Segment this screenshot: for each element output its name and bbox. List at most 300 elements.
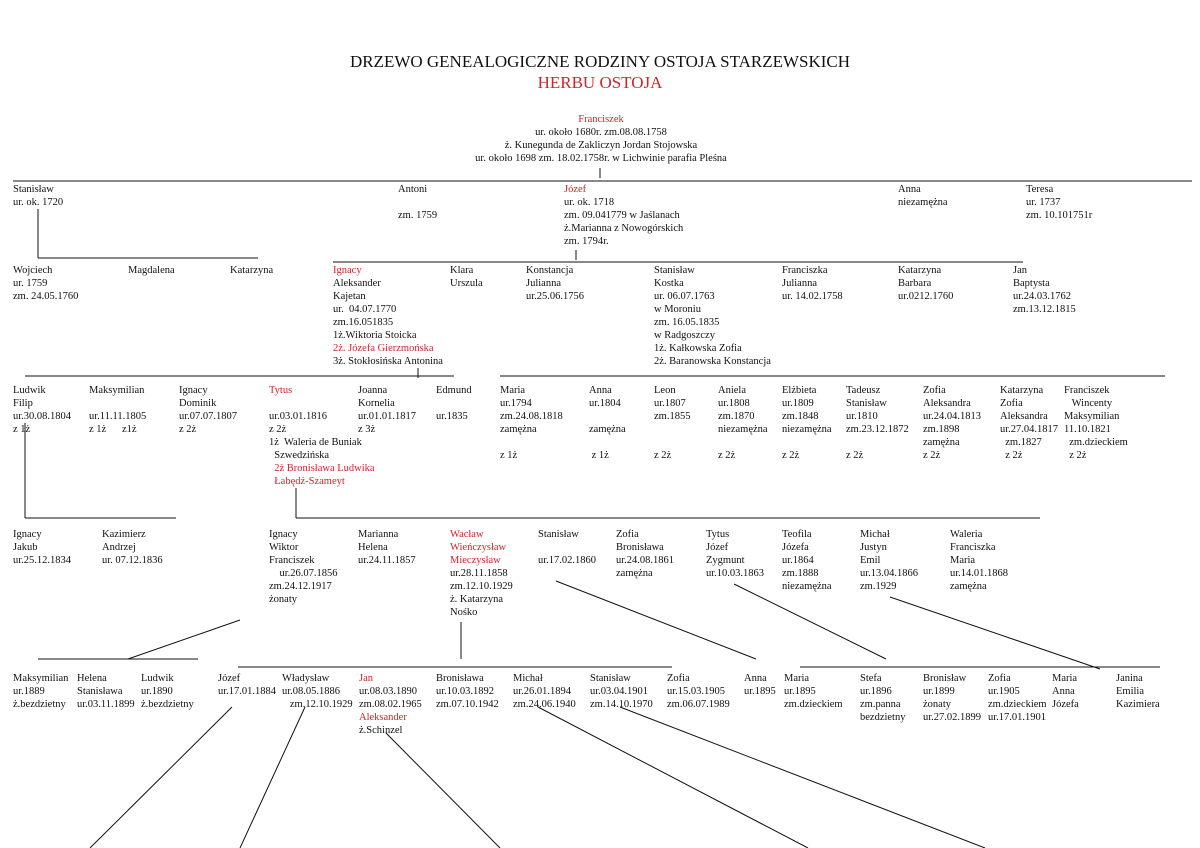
person-text-line: z 2ż — [179, 424, 197, 435]
person-text-line: Teofila — [782, 529, 812, 540]
person-text-line: zm.12.10.1929 — [450, 581, 513, 592]
person-text-line: ur.08.05.1886 — [282, 686, 341, 697]
person-text-line: Tadeusz — [846, 385, 881, 396]
person-text-line: Nośko — [450, 607, 478, 618]
person-text-line: zm. 09.041779 w Jaślanach — [564, 210, 680, 221]
person-text-line: Zygmunt — [706, 555, 745, 566]
person-text-line: zm.07.10.1942 — [436, 699, 499, 710]
person-text-line: Ignacy — [13, 529, 42, 540]
person-text-line: ur.1835 — [436, 411, 468, 422]
person-text-line: ur.30.08.1804 — [13, 411, 72, 422]
person-text-line: Aleksandra — [923, 398, 971, 409]
person-text-line: zm.1827 — [1000, 437, 1042, 448]
person-text-line: Kazimierz — [102, 529, 146, 540]
person-text-line: Ignacy — [179, 385, 208, 396]
person-text-line: ur.17.01.1884 — [218, 686, 277, 697]
person-text-line: Mieczysław — [450, 555, 501, 566]
person-text-line: ur.1810 — [846, 411, 878, 422]
person-text-line — [398, 196, 437, 209]
person-text-line: ur.08.03.1890 — [359, 686, 418, 697]
connector-line — [556, 581, 756, 659]
person-text-line: zm. 16.05.1835 — [654, 317, 720, 328]
person-teofila-jozefa — [782, 528, 832, 593]
person-text-line: Zofia — [1000, 398, 1023, 409]
person-text-line: żonaty — [923, 699, 951, 710]
person-text-line: zm.1848 — [782, 411, 819, 422]
person-text-line: 3ż. Stokłosińska Antonina — [333, 356, 443, 367]
person-maksymilian-1805 — [89, 384, 146, 436]
person-text-line: Stanisław — [654, 265, 695, 276]
person-text-line: Ignacy — [269, 529, 298, 540]
person-text-line: Józef — [218, 673, 241, 684]
person-text-line: Andrzej — [102, 542, 136, 553]
person-text-line: zm.1855 — [654, 411, 691, 422]
person-text-line: Anna — [744, 673, 767, 684]
person-text-line: ur. około 1680r. zm.08.08.1758 — [535, 127, 667, 138]
person-marianna-helena — [358, 528, 416, 567]
person-text-line: ur.27.04.1817 — [1000, 424, 1059, 435]
person-text-line: ur.1804 — [589, 398, 621, 409]
person-text-line: z 1ż z1ż — [89, 424, 137, 435]
person-text-line: ż. Katarzyna — [450, 594, 504, 605]
person-text-line: z 1ż — [500, 450, 518, 461]
person-text-line: Barbara — [898, 278, 932, 289]
person-text-line: z 2ż — [1064, 450, 1087, 461]
person-text-line: bezdzietny — [860, 712, 906, 723]
person-text-line: Zofia — [616, 529, 639, 540]
person-text-line: Helena — [77, 673, 107, 684]
person-text-line: ur.26.01.1894 — [513, 686, 572, 697]
person-stanislaw-1901 — [590, 672, 653, 711]
person-text-line: ur.26.07.1856 — [269, 568, 338, 579]
person-text-line — [500, 436, 563, 449]
person-text-line: ur.1864 — [782, 555, 814, 566]
connector-line — [128, 620, 240, 659]
person-anna-niezamezna — [898, 183, 948, 209]
person-text-line — [436, 397, 472, 410]
person-text-line: ur. około 1698 zm. 18.02.1758r. w Lichwinie parafia Pleśna — [475, 153, 727, 164]
person-text-line: 1ż Waleria de Buniak — [269, 437, 362, 448]
person-text-line: niezamężna — [782, 581, 832, 592]
person-text-line: Tytus — [706, 529, 730, 540]
person-text-line: Bronisław — [923, 673, 967, 684]
person-text-line: zm.24.06.1940 — [513, 699, 576, 710]
person-franciszek-wincenty — [1064, 384, 1128, 462]
person-text-line: ur.24.11.1857 — [358, 555, 416, 566]
person-katarzyna-zofia — [1000, 384, 1058, 462]
person-text-line: z 2ż — [654, 450, 672, 461]
person-text-line: ur.1808 — [718, 398, 750, 409]
person-text-line: Ludwik — [141, 673, 174, 684]
person-text-line: Julianna — [526, 278, 561, 289]
person-text-line: 2ż Bronisława Ludwika — [269, 463, 375, 474]
person-text-line: z 3ż — [358, 424, 376, 435]
person-text-line: Julianna — [782, 278, 817, 289]
person-stanislaw-1860 — [538, 528, 596, 567]
person-text-line: Wieńczysław — [450, 542, 507, 553]
connector-line — [386, 733, 500, 848]
person-text-line: ż.bezdzietny — [141, 699, 194, 710]
person-text-line: Wojciech — [13, 265, 53, 276]
person-jan-baptysta — [1013, 264, 1076, 316]
person-maria-1794 — [500, 384, 563, 462]
person-text-line: zm.1929 — [860, 581, 897, 592]
person-text-line: niezamężna — [782, 424, 832, 435]
person-text-line — [89, 397, 146, 410]
person-text-line: 2ż. Józefa Gierzmońska — [333, 343, 434, 354]
person-text-line: zm.dzieckiem — [784, 699, 843, 710]
person-text-line: Łabędź-Szameyt — [269, 476, 345, 487]
person-jan-aleksander — [359, 672, 422, 737]
person-text-line: ur.1896 — [860, 686, 892, 697]
person-text-line — [846, 436, 909, 449]
person-text-line: ur.11.11.1805 — [89, 411, 147, 422]
person-text-line: z 2ż — [1000, 450, 1023, 461]
person-katarzyna-barbara — [898, 264, 953, 303]
person-edmund — [436, 384, 472, 423]
person-bronislawa-1899 — [923, 672, 981, 724]
person-leon — [654, 384, 690, 462]
person-text-line: Teresa — [1026, 184, 1054, 195]
person-text-line: ur.10.03.1863 — [706, 568, 765, 579]
person-zofia-1905a — [667, 672, 730, 711]
person-text-line: Aniela — [718, 385, 746, 396]
person-text-line: ur.10.03.1892 — [436, 686, 495, 697]
person-anna-1895 — [744, 672, 776, 698]
person-ignacy-dominik — [179, 384, 237, 436]
person-text-line: ur. 1737 — [1026, 197, 1061, 208]
person-text-line: Kajetan — [333, 291, 366, 302]
person-text-line: zm.12.10.1929 — [282, 699, 353, 710]
person-text-line: Emilia — [1116, 686, 1144, 697]
person-janina-emilia — [1116, 672, 1160, 711]
person-text-line: ur.15.03.1905 — [667, 686, 726, 697]
connector-line — [734, 584, 886, 659]
person-text-line: zm. 1794r. — [564, 236, 609, 247]
person-waleria-franciszka — [950, 528, 1008, 593]
person-text-line: Józefa — [782, 542, 809, 553]
person-text-line: ur. 1759 — [13, 278, 48, 289]
person-text-line: ur.17.01.1901 — [988, 712, 1047, 723]
person-zofia-aleksandra-1813 — [923, 384, 981, 462]
person-wojciech — [13, 264, 78, 303]
page-subtitle: HERBU OSTOJA — [537, 73, 663, 92]
person-zofia-bronislawa — [616, 528, 674, 580]
person-text-line: Wacław — [450, 529, 484, 540]
person-text-line: 2ż. Baranowska Konstancja — [654, 356, 771, 367]
person-text-line: zm.1898 — [923, 424, 960, 435]
person-text-line: Zofia — [923, 385, 946, 396]
person-text-line: Maksymilian — [1064, 411, 1120, 422]
person-text-line: Baptysta — [1013, 278, 1050, 289]
person-text-line: Antoni — [398, 184, 428, 195]
person-text-line: Stanisława — [77, 686, 123, 697]
person-text-line: zm.16.051835 — [333, 317, 394, 328]
person-helena-stanislawa — [77, 672, 135, 711]
person-ludwik-filip — [13, 384, 71, 436]
person-text-line: Jakub — [13, 542, 38, 553]
person-text-line: Marianna — [358, 529, 399, 540]
person-text-line: Franciszek — [578, 114, 624, 125]
person-text-line: Maria — [950, 555, 976, 566]
person-magdalena — [128, 264, 175, 277]
person-text-line: ur.24.08.1861 — [616, 555, 675, 566]
person-text-line: ur.24.03.1762 — [1013, 291, 1072, 302]
person-anna-1804 — [589, 384, 626, 462]
person-waclaw — [450, 528, 513, 619]
person-text-line: ur.1794 — [500, 398, 532, 409]
person-text-line: Janina — [1116, 673, 1143, 684]
person-text-line: Tytus — [269, 385, 293, 396]
person-text-line: ur.24.04.1813 — [923, 411, 982, 422]
person-text-line: Maksymilian — [89, 385, 145, 396]
person-text-line — [782, 436, 832, 449]
person-text-line: zm.1870 — [718, 411, 755, 422]
person-stefa — [860, 672, 905, 724]
person-text-line: Anna — [898, 184, 921, 195]
person-text-line: Dominik — [179, 398, 217, 409]
page-title: DRZEWO GENEALOGICZNE RODZINY OSTOJA STARZEWSKICH — [349, 52, 851, 71]
person-text-line: ur.03.04.1901 — [590, 686, 649, 697]
person-text-line — [654, 436, 690, 449]
person-text-line: Szwedzińska — [269, 450, 330, 461]
person-text-line: ur. 04.07.1770 — [333, 304, 397, 315]
person-text-line: Franciszek — [1064, 385, 1110, 396]
person-text-line: z 2ż — [923, 450, 941, 461]
person-text-line: zm.panna — [860, 699, 901, 710]
person-text-line: Jan — [1013, 265, 1027, 276]
person-katarzyna-1 — [230, 264, 273, 277]
person-text-line: Franciszek — [269, 555, 315, 566]
person-text-line: Stefa — [860, 673, 882, 684]
person-text-line: ur.03.11.1899 — [77, 699, 135, 710]
person-text-line: ż.bezdzietny — [13, 699, 66, 710]
person-michal-1894 — [513, 672, 576, 711]
connector-line — [240, 707, 305, 848]
person-text-line: ur.1899 — [923, 686, 955, 697]
person-text-line: zamężna — [950, 581, 987, 592]
person-text-line: Józef — [564, 184, 587, 195]
person-text-line: Ignacy — [333, 265, 362, 276]
person-text-line: Maksymilian — [13, 673, 69, 684]
person-text-line: ur.1807 — [654, 398, 686, 409]
person-text-line: Maria — [1052, 673, 1078, 684]
person-text-line: z 2ż — [782, 450, 800, 461]
person-text-line: Urszula — [450, 278, 483, 289]
person-text-line: ur. ok. 1720 — [13, 197, 64, 208]
person-text-line: zm.1888 — [782, 568, 819, 579]
person-text-line — [538, 541, 596, 554]
person-text-line: z 2ż — [269, 424, 287, 435]
person-klara-urszula — [450, 264, 483, 290]
person-franciszek-root — [466, 113, 736, 165]
person-text-line: ur.1890 — [141, 686, 173, 697]
person-text-line: Michał — [860, 529, 890, 540]
connector-line — [890, 597, 1100, 669]
person-text-line: Kornelia — [358, 398, 395, 409]
person-text-line: Bronisława — [616, 542, 664, 553]
person-text-line: 1ż.Wiktoria Stoicka — [333, 330, 417, 341]
person-tadeusz-stanislaw — [846, 384, 909, 462]
person-text-line: ur.1905 — [988, 686, 1020, 697]
person-text-line: Helena — [358, 542, 388, 553]
person-text-line: ur.1895 — [784, 686, 816, 697]
person-text-line: zm.13.12.1815 — [1013, 304, 1076, 315]
person-text-line: Stanisław — [538, 529, 579, 540]
person-text-line: ur.28.11.1858 — [450, 568, 508, 579]
person-text-line: zm.06.07.1989 — [667, 699, 730, 710]
person-text-line: Stanisław — [590, 673, 631, 684]
person-text-line: 11.10.1821 — [1064, 424, 1111, 435]
person-text-line: Emil — [860, 555, 881, 566]
person-michal-justyn — [860, 528, 918, 593]
person-text-line: zm.24.12.1917 — [269, 581, 332, 592]
person-text-line: Józef — [706, 542, 729, 553]
person-text-line: ur. 06.07.1763 — [654, 291, 715, 302]
person-text-line: z 1ż — [589, 450, 609, 461]
person-text-line: zm.08.02.1965 — [359, 699, 422, 710]
person-text-line: żonaty — [269, 594, 297, 605]
person-ignacy-jakub — [13, 528, 71, 567]
person-text-line: zm. 10.101751r — [1026, 210, 1093, 221]
person-text-line — [718, 436, 768, 449]
person-text-line: Władysław — [282, 673, 330, 684]
person-joanna-kornelia — [358, 384, 416, 436]
person-text-line: ur.1889 — [13, 686, 45, 697]
person-text-line: Katarzyna — [230, 265, 274, 276]
person-text-line: zm.dzieckiem — [1064, 437, 1128, 448]
person-bronislawa-1892 — [436, 672, 499, 711]
person-text-line: ż.Marianna z Nowogórskich — [564, 223, 684, 234]
person-text-line: Bronisława — [436, 673, 484, 684]
person-text-line: zamężna — [923, 437, 960, 448]
person-text-line: w Radgoszczy — [654, 330, 715, 341]
person-text-line: ur.01.01.1817 — [358, 411, 417, 422]
person-text-line: Zofia — [988, 673, 1011, 684]
person-text-line: ur.03.01.1816 — [269, 411, 328, 422]
person-text-line: ur. ok. 1718 — [564, 197, 615, 208]
person-text-line: ur.13.04.1866 — [860, 568, 919, 579]
person-jozef-1884 — [218, 672, 276, 698]
person-text-line: zm.dzieckiem — [988, 699, 1047, 710]
person-text-line: w Moroniu — [654, 304, 701, 315]
person-wladyslaw — [282, 672, 353, 711]
person-text-line — [589, 436, 626, 449]
person-maksymilian-1889 — [13, 672, 68, 711]
person-text-line: Michał — [513, 673, 543, 684]
person-maria-anna-jozefa — [1052, 672, 1079, 711]
person-text-line: ur. 14.02.1758 — [782, 291, 843, 302]
person-text-line — [654, 423, 690, 436]
person-text-line: 1ż. Kałkowska Zofia — [654, 343, 742, 354]
person-text-line: Konstancja — [526, 265, 574, 276]
person-ignacy-aleksander — [333, 264, 443, 368]
person-text-line: ż. Kunegunda de Zakliczyn Jordan Stojowska — [504, 140, 698, 151]
person-text-line: ż.Schinzel — [359, 725, 403, 736]
person-text-line: ur.1895 — [744, 686, 776, 697]
person-text-line: Anna — [1052, 686, 1075, 697]
person-text-line: ur.17.02.1860 — [538, 555, 597, 566]
person-tytus-jozef — [706, 528, 764, 580]
person-text-line: ur.0212.1760 — [898, 291, 954, 302]
person-stanislaw-kostka — [654, 264, 771, 368]
person-text-line: Franciszka — [950, 542, 996, 553]
person-text-line: Ludwik — [13, 385, 46, 396]
person-text-line: zamężna — [616, 568, 653, 579]
person-text-line: Stanisław — [13, 184, 54, 195]
person-text-line: zm. 1759 — [398, 210, 438, 221]
person-text-line: z 1ż — [13, 424, 31, 435]
person-text-line: Kostka — [654, 278, 684, 289]
person-text-line: Kazimiera — [1116, 699, 1160, 710]
person-elzbieta — [782, 384, 832, 462]
person-ludwik-1890 — [141, 672, 194, 711]
person-text-line: Franciszka — [782, 265, 828, 276]
connector-line — [538, 707, 808, 848]
person-text-line: ur.1809 — [782, 398, 814, 409]
person-text-line: Leon — [654, 385, 676, 396]
person-text-line: Klara — [450, 265, 474, 276]
person-text-line: Aleksander — [333, 278, 381, 289]
person-text-line: Justyn — [860, 542, 887, 553]
person-text-line: zm.14.10.1970 — [590, 699, 653, 710]
person-text-line: ur. 07.12.1836 — [102, 555, 163, 566]
person-ignacy-wiktor — [269, 528, 338, 606]
person-text-line: z 2ż — [718, 450, 736, 461]
connector-line — [620, 707, 985, 848]
person-text-line: ur.27.02.1899 — [923, 712, 982, 723]
person-text-line: ur.25.06.1756 — [526, 291, 585, 302]
person-text-line: Jan — [359, 673, 373, 684]
person-text-line: Stanisław — [846, 398, 887, 409]
person-text-line: Zofia — [667, 673, 690, 684]
person-text-line: niezamężna — [718, 424, 768, 435]
person-text-line: ur.07.07.1807 — [179, 411, 238, 422]
person-franciszka-julianna — [782, 264, 843, 303]
person-text-line: zm. 24.05.1760 — [13, 291, 79, 302]
person-text-line: zm.23.12.1872 — [846, 424, 909, 435]
person-text-line: Anna — [589, 385, 612, 396]
person-text-line: Magdalena — [128, 265, 175, 276]
person-text-line: Elżbieta — [782, 385, 817, 396]
person-text-line: Józefa — [1052, 699, 1079, 710]
person-text-line: z 2ż — [846, 450, 864, 461]
person-text-line: Filip — [13, 398, 33, 409]
person-teresa — [1026, 183, 1092, 222]
person-antoni — [398, 183, 437, 222]
person-zofia-1905b — [988, 672, 1047, 724]
person-text-line: ur.25.12.1834 — [13, 555, 72, 566]
person-aniela — [718, 384, 768, 462]
person-text-line: Edmund — [436, 385, 472, 396]
person-text-line: Katarzyna — [1000, 385, 1044, 396]
connector-line — [90, 707, 232, 848]
person-text-line: ur.14.01.1868 — [950, 568, 1009, 579]
person-text-line: Aleksander — [359, 712, 407, 723]
person-text-line: zamężna — [589, 424, 626, 435]
person-text-line: Maria — [500, 385, 526, 396]
person-text-line: Maria — [784, 673, 810, 684]
person-jozef-1718 — [564, 183, 683, 248]
person-text-line: Waleria — [950, 529, 983, 540]
person-text-line: Aleksandra — [1000, 411, 1048, 422]
person-maria-1895 — [784, 672, 843, 711]
person-text-line: Katarzyna — [898, 265, 942, 276]
person-text-line: Wiktor — [269, 542, 299, 553]
person-text-line: zamężna — [500, 424, 537, 435]
person-text-line: Wincenty — [1064, 398, 1113, 409]
person-text-line — [589, 410, 626, 423]
